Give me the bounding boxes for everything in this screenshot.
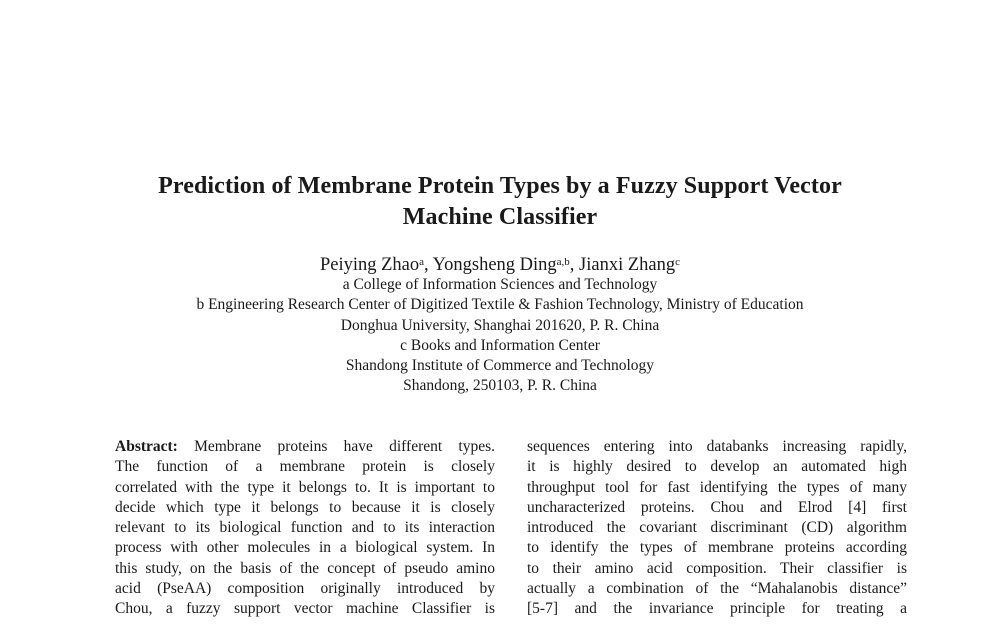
body-line: [5-7] and the invariance principle for treating a [527, 600, 907, 618]
body-line: throughput tool for fast identifying the types of many [527, 478, 907, 496]
author-affiliation-mark: a [419, 256, 425, 268]
abstract-line: this study, on the basis of the concept of pseudo amino [115, 559, 495, 577]
abstract-line [115, 437, 495, 457]
body-line: introduced the covariant discriminant (CD) algorithm [527, 519, 907, 537]
abstract-column [115, 437, 495, 620]
title-line-1: Prediction of Membrane Protein Types by a Fuzzy Support Vector [158, 173, 842, 199]
affiliation-line: Donghua University, Shanghai 201620, P. R. China [340, 316, 660, 334]
abstract-line: correlated with the type it belongs to. It is important to [115, 478, 495, 496]
abstract-label: Abstract: [115, 438, 178, 455]
affiliation-line: Shandong, 250103, P. R. China [403, 377, 597, 395]
author-list: Peiying Zhao$^a$, Yongsheng Ding$^{a,b}$, Jianxi Zhang$^c$ [319, 255, 681, 275]
abstract-line: acid (PseAA) composition originally introduced by [115, 580, 495, 598]
affiliations [0, 275, 1000, 397]
body-line: to identify the types of membrane proteins according [527, 539, 907, 557]
title-line-2: Machine Classifier [402, 204, 598, 230]
author-affiliation-mark: a,b [556, 256, 570, 268]
abstract-line: relevant to its biological function and to its interaction [115, 519, 495, 537]
body-line: to their amino acid composition. Their classifier is [527, 559, 907, 577]
body-line: it is highly desired to develop an automated high [527, 458, 907, 476]
body-line: actually a combination of the “Mahalanobis distance” [527, 580, 907, 598]
author-affiliation-mark: c [675, 256, 681, 268]
paper-title [0, 171, 1000, 233]
affiliation-line: c Books and Information Center [400, 336, 600, 354]
abstract-line: Chou, a fuzzy support vector machine Classifier is [115, 600, 495, 618]
body-column-right [527, 437, 907, 620]
abstract-text: Membrane proteins have different types. [177, 438, 495, 455]
body-line: uncharacterized proteins. Chou and Elrod [4] first [527, 498, 907, 516]
author-name: Peiying Zhao [319, 255, 420, 275]
author-name: Yongsheng Ding [432, 255, 557, 275]
author-name: Jianxi Zhang [579, 255, 676, 275]
abstract-line: decide which type it belongs to because it is closely [115, 498, 495, 516]
affiliation-line: Shandong Institute of Commerce and Technology [345, 357, 655, 375]
abstract-line: process with other molecules in a biological system. In [115, 539, 495, 557]
affiliation-line: a College of Information Sciences and Technology [342, 276, 658, 293]
affiliation-line: b Engineering Research Center of Digitized Textile & Fashion Technology, Ministry of Education [196, 296, 804, 314]
abstract-line: The function of a membrane protein is closely [115, 458, 495, 476]
body-line: sequences entering into databanks increasing rapidly, [527, 438, 907, 455]
